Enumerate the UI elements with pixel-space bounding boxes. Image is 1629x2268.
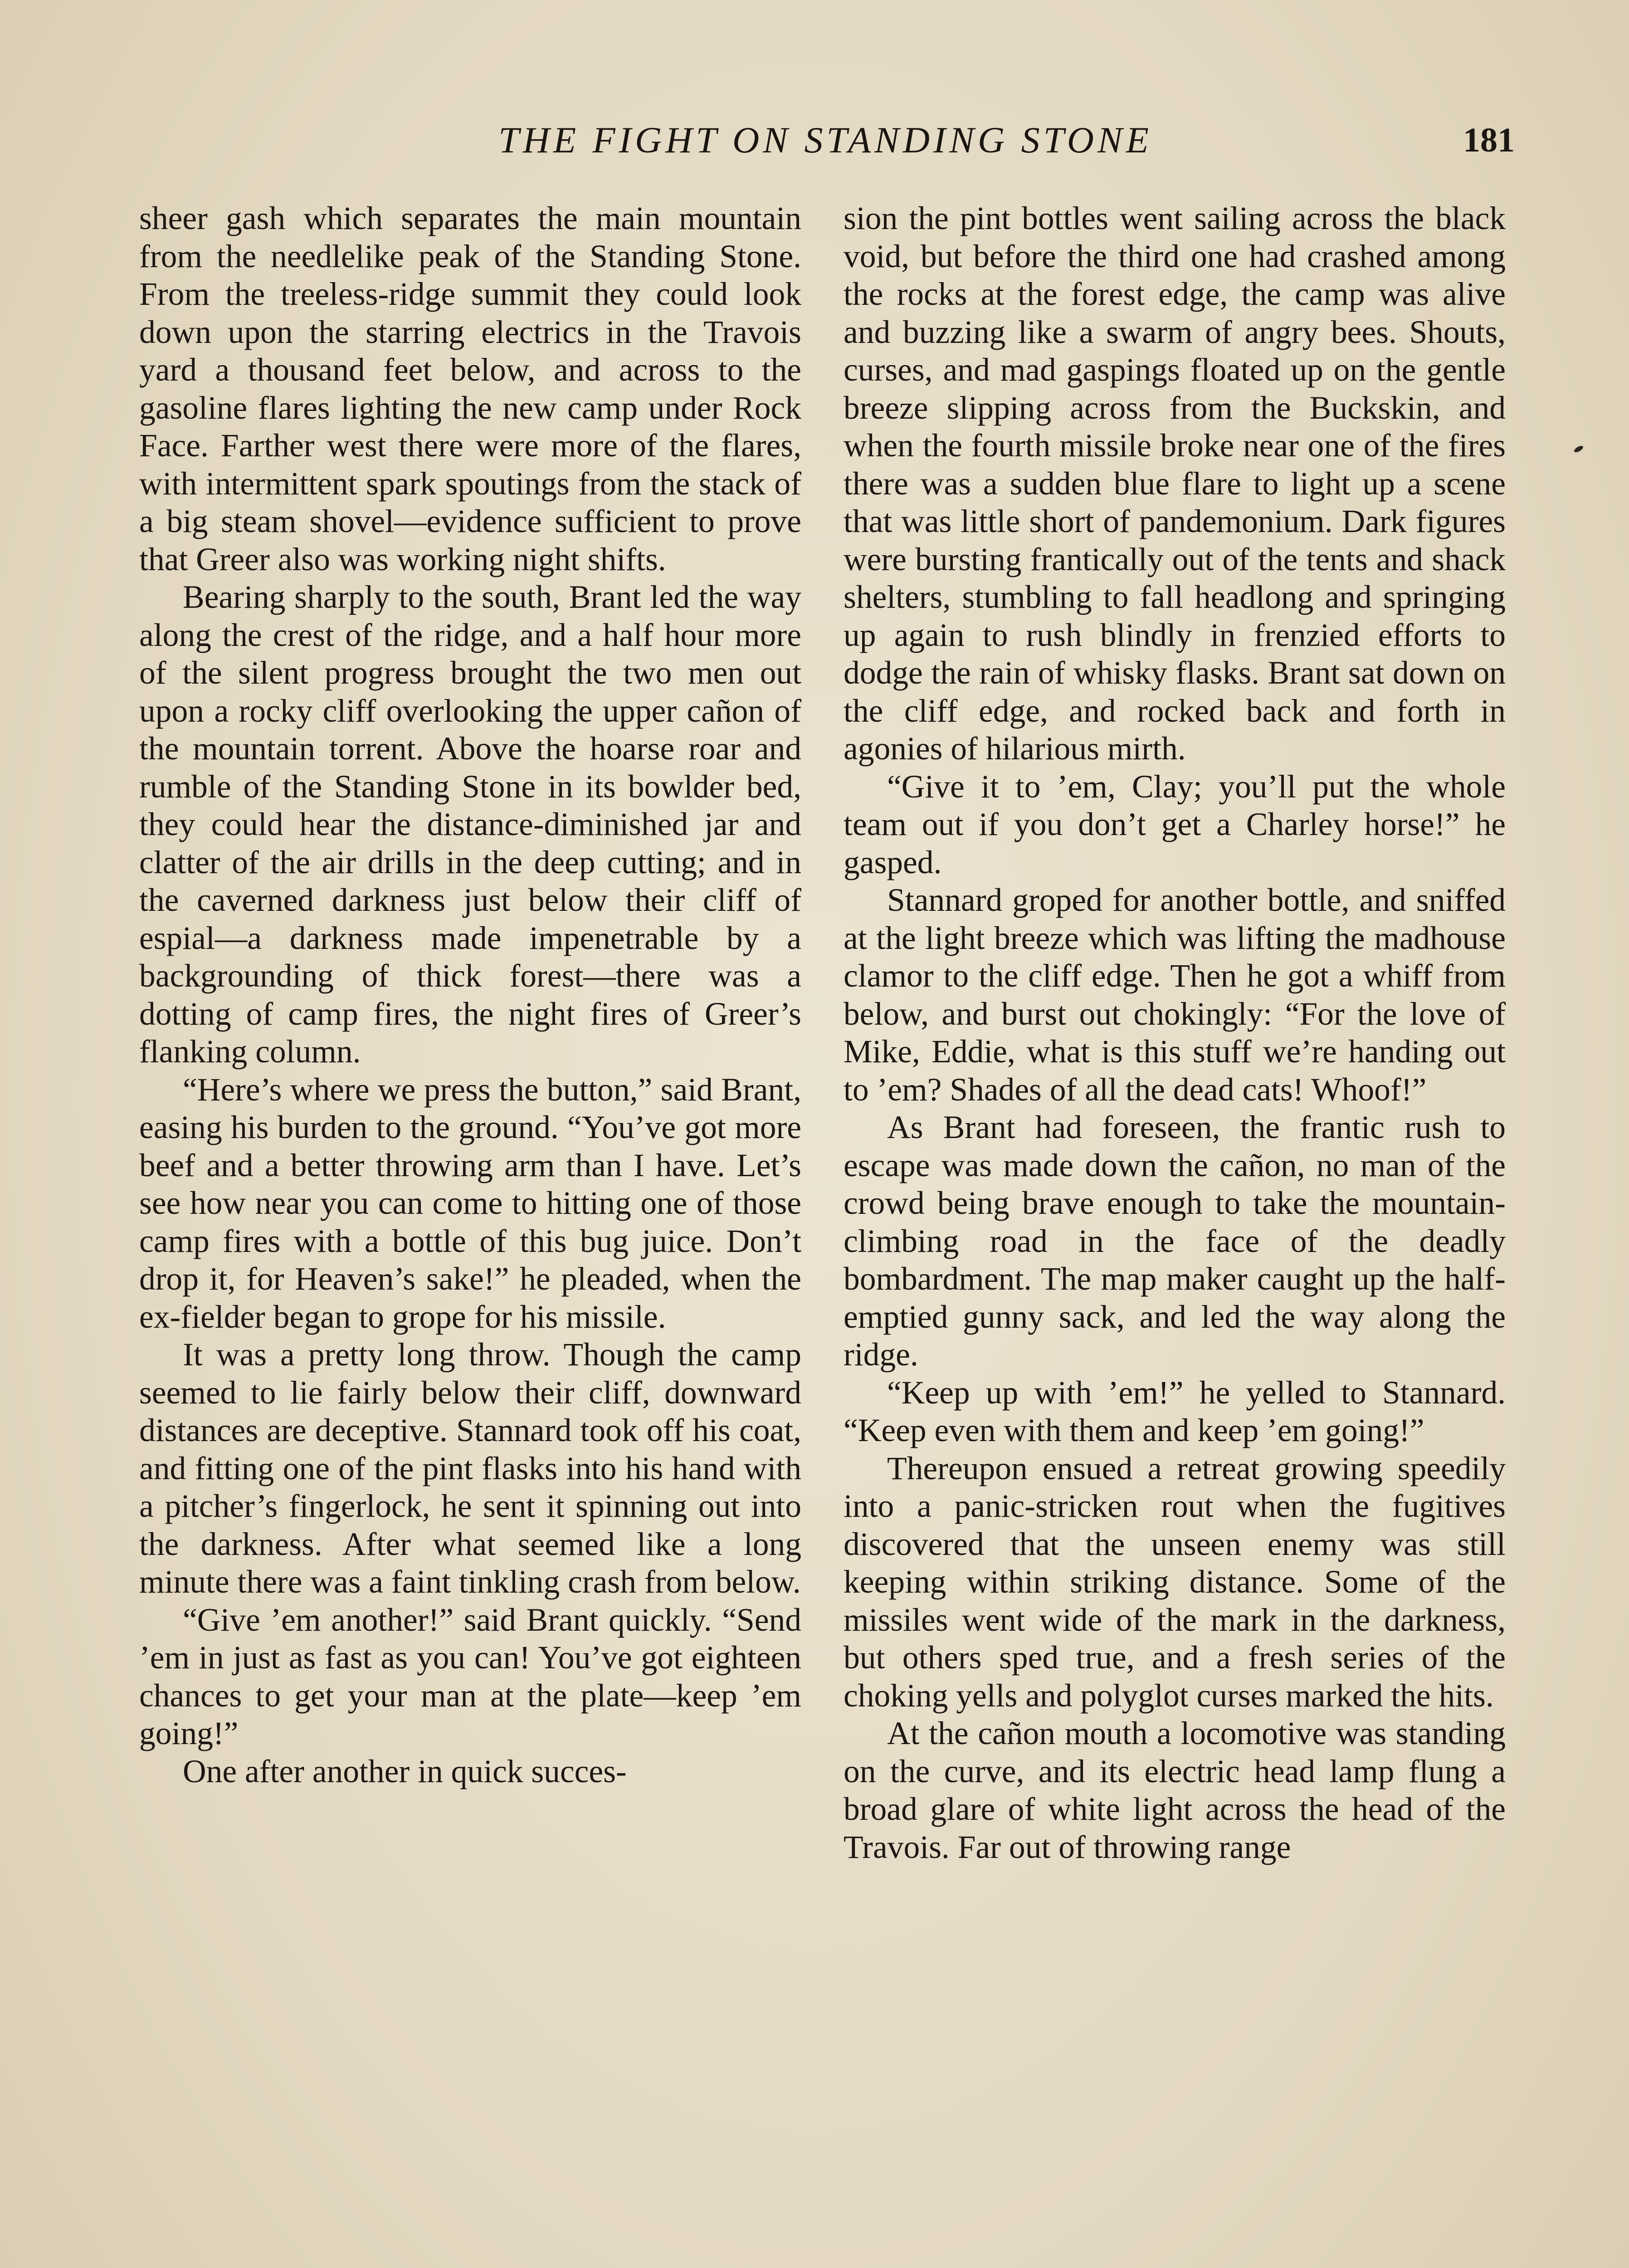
page-number: 181 (1463, 121, 1515, 159)
paragraph: One after another in quick succes- (183, 1753, 627, 1789)
paragraph: It was a pretty long throw. Though the camp seemed to lie fairly below their cliff, downward distances are deceptive. Stannard took off his coat, and fitting one of the pint flasks into his hand with a pitcher’s fingerlock, he sent it spinning out into the darkness. After what seemed like a long minute there was a faint tinkling crash from below. (139, 1337, 801, 1600)
paragraph: At the cañon mouth a locomotive was standing on the curve, and its electric head lamp flung a broad glare of white light across the head of the Travois. Far out of throwing range (844, 1716, 1506, 1865)
right-column (844, 200, 1506, 1866)
ink-speck (1573, 445, 1584, 454)
paragraph: sion the pint bottles went sailing across the black void, but before the third one had crashed among the rocks at the forest edge, the camp was alive and buzzing like a swarm of angry bees. Shouts, curses, and mad gaspings floated up on the gentle breeze slipping across from the Buckskin, and when the fourth missile broke near one of the fires there was a sudden blue flare to light up a scene that was little short of pandemonium. Dark figures were bursting frantically out of the tents and shack shelters, stumbling to fall headlong and springing up again to rush blindly in frenzied efforts to dodge the rain of whisky flasks. Brant sat down on the cliff edge, and rocked back and forth in agonies of hilarious mirth. (844, 200, 1506, 767)
paragraph: Stannard groped for another bottle, and sniffed at the light breeze which was lifting the madhouse clamor to the cliff edge. Then he got a whiff from below, and burst out chokingly: “For the love of Mike, Eddie, what is this stuff we’re handing out to ’em? Shades of all the dead cats! Whoof!” (844, 882, 1506, 1108)
paragraph: “Give ’em another!” said Brant quickly. “Send ’em in just as fast as you can! You’ve got eighteen chances to get your man at the plate—keep ’em going!” (139, 1602, 801, 1751)
paragraph: As Brant had foreseen, the frantic rush to escape was made down the cañon, no man of the crowd being brave enough to take the mountain-climbing road in the face of the deadly bombardment. The map maker caught up the half-emptied gunny sack, and led the way along the ridge. (844, 1110, 1506, 1373)
left-column (139, 200, 801, 1790)
paragraph: “Keep up with ’em!” he yelled to Stannard. “Keep even with them and keep ’em going!” (844, 1374, 1506, 1448)
paragraph: Thereupon ensued a retreat growing speedily into a panic-stricken rout when the fugitives discovered that the unseen enemy was still keeping within striking distance. Some of the missiles went wide of the mark in the darkness, but others sped true, and a fresh series of the choking yells and polyglot curses marked the hits. (844, 1450, 1506, 1714)
paragraph: sheer gash which separates the main mountain from the needlelike peak of the Standing Stone. From the treeless-ridge summit they could look down upon the starring electrics in the Travois yard a thousand feet below, and across to the gasoline flares lighting the new camp under Rock Face. Farther west there were more of the flares, with intermittent spark spoutings from the stack of a big steam shovel—evidence sufficient to prove that Greer also was working night shifts. (139, 200, 801, 577)
paragraph: Bearing sharply to the south, Brant led the way along the crest of the ridge, and a half hour more of the silent progress brought the two men out upon a rocky cliff overlooking the upper cañon of the mountain torrent. Above the hoarse roar and rumble of the Standing Stone in its bowlder bed, they could hear the distance-diminished jar and clatter of the air drills in the deep cutting; and in the caverned darkness just below their cliff of espial—a darkness made impenetrable by a backgrounding of thick forest—there was a dotting of camp fires, the night fires of Greer’s flanking column. (139, 579, 801, 1070)
paragraph: “Here’s where we press the button,” said Brant, easing his burden to the ground. “You’ve got more beef and a better throwing arm than I have. Let’s see how near you can come to hitting one of those camp fires with a bottle of this bug juice. Don’t drop it, for Heaven’s sake!” he pleaded, when the ex-fielder began to grope for his missile. (139, 1071, 801, 1335)
running-title: THE FIGHT ON STANDING STONE (498, 119, 1152, 161)
paragraph: “Give it to ’em, Clay; you’ll put the whole team out if you don’t get a Charley horse!” he gasped. (844, 768, 1506, 880)
running-head (136, 119, 1515, 169)
